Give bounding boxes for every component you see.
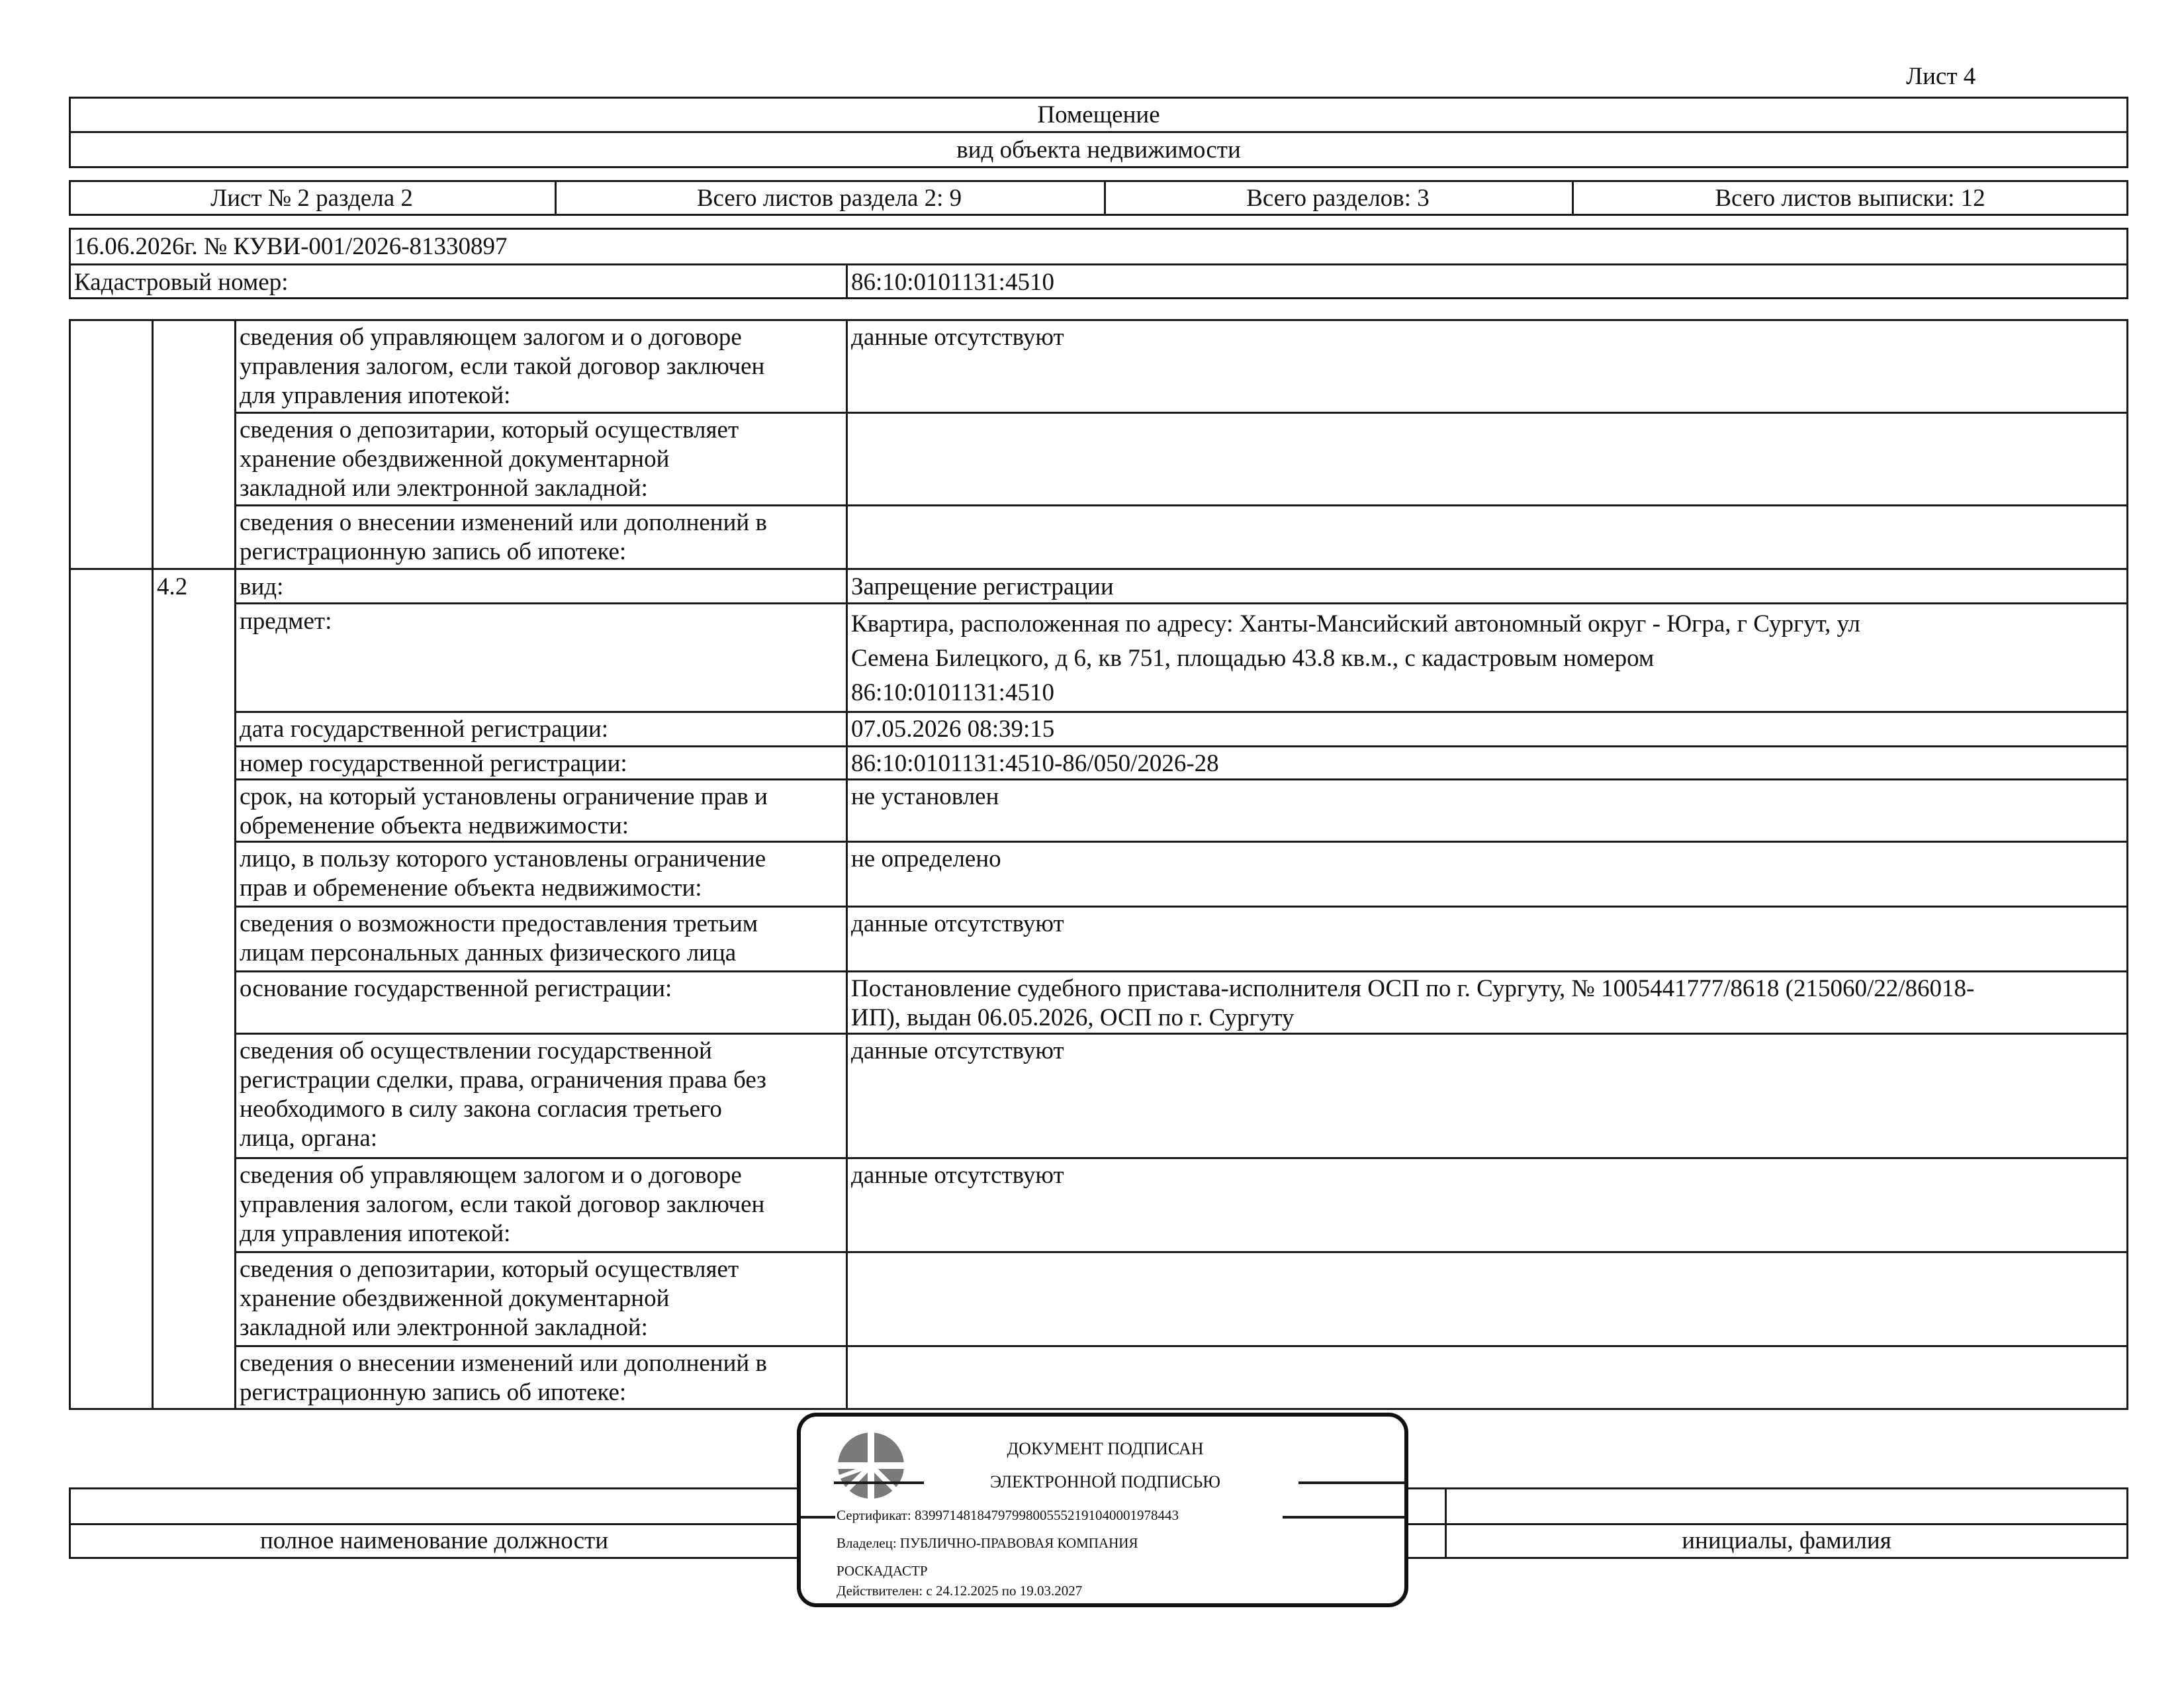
table-row-value: не установлен [851,783,999,810]
divider [69,131,2128,133]
stamp-rule [1283,1516,1406,1519]
stamp-line-electronic: ЭЛЕКТРОННОЙ ПОДПИСЬЮ [990,1472,1220,1491]
row-divider [234,1157,2128,1159]
row-divider [234,1251,2128,1253]
table-row-label: номер государственной регистрации: [240,750,627,777]
table-row-value: не определено [851,845,1001,872]
registration-number: 86:10:0101131:4510-86/050/2026-28 [851,750,1219,777]
cadastral-number: 86:10:0101131:4510 [851,269,1054,296]
sheets-total: Всего листов выписки: 12 [1715,185,1985,212]
table-row-value: данные отсутствуют [851,324,1064,351]
doc-reference: 16.06.2026г. № КУВИ-001/2026-81330897 [74,233,508,260]
divider [846,263,848,299]
table-row-label: сведения о депозитарии, который осуществляет хранение обездвиженной документарной закладной или электронной закладной: [240,1256,739,1341]
row-divider [234,778,2128,780]
rosreestr-logo-icon [835,1430,907,1501]
restriction-type: Запрещение регистрации [851,573,1114,600]
table-row-label: сведения об управляющем залогом и о договоре управления залогом, если такой договор заключен для управления ипотекой: [240,1162,765,1247]
table-bottom-border [69,1408,2128,1410]
stamp-validity: Действителен: с 24.12.2025 по 19.03.2027 [837,1583,1083,1599]
row-divider [234,841,2128,843]
table-row-value: данные отсутствуют [851,1162,1064,1189]
table-row-label: срок, на который установлены ограничение прав и обременение объекта недвижимости: [240,783,768,839]
entry-number: 4.2 [157,573,188,600]
sheet-of-section: Лист № 2 раздела 2 [210,185,413,212]
subject-description: Квартира, расположенная по адресу: Ханты-Мансийский автономный округ - Югра, г Сургут, ул Семена Билецкого, д 6, кв 751, площадью 43.8 кв.м., с кадастровым номером 86:10:0101131:4510 [851,610,1860,706]
position-label: полное наименование должности [259,1527,609,1554]
row-divider [234,1345,2128,1347]
sections-total: Всего разделов: 3 [1246,185,1430,212]
table-right-border [2126,319,2128,1410]
row-divider [234,745,2128,747]
table-row-value: данные отсутствуют [851,1037,1064,1064]
stamp-owner: Владелец: ПУБЛИЧНО-ПРАВОВАЯ КОМПАНИЯ [837,1535,1138,1551]
stamp-owner-org: РОСКАДАСТР [837,1563,928,1579]
row-divider [234,504,2128,506]
value-column-border [846,319,848,1410]
stamp-rule [834,1481,924,1484]
number-column-border [152,319,154,1410]
sheet-number: Лист 4 [1906,63,1976,90]
table-row-label: сведения об управляющем залогом и о договоре управления залогом, если такой договор заключен для управления ипотекой: [240,324,765,409]
entry-divider [69,568,2128,570]
table-row-label: дата государственной регистрации: [240,716,609,743]
row-divider [234,602,2128,604]
row-divider [234,970,2128,972]
sheets-in-section: Всего листов раздела 2: 9 [696,185,962,212]
label-column-border [234,319,236,1410]
divider [69,263,2128,265]
table-row-label: сведения о возможности предоставления третьим лицам персональных данных физического лица [240,910,758,966]
table-row-label: сведения о внесении изменений или дополнений в регистрационную запись об ипотеке: [240,1350,767,1406]
table-top-border [69,319,2128,321]
table-row-label: основание государственной регистрации: [240,975,672,1002]
row-divider [234,1033,2128,1035]
table-row-label: сведения о внесении изменений или дополнений в регистрационную запись об ипотеке: [240,509,767,565]
name-label: инициалы, фамилия [1682,1527,1891,1554]
table-row-label: вид: [240,573,284,600]
row-divider [234,711,2128,713]
row-divider [234,412,2128,414]
object-name: Помещение [1037,101,1160,128]
table-left-border [69,319,71,1410]
table-row-label: лицо, в пользу которого установлены ограничение прав и обременение объекта недвижимости: [240,845,766,902]
cadastral-label: Кадастровый номер: [74,269,289,296]
stamp-rule [1298,1481,1406,1484]
table-row-label: предмет: [240,608,332,635]
stamp-certificate: Сертификат: 83997148184797998005552191040001978443 [837,1507,1179,1523]
table-row-value: данные отсутствуют [851,910,1064,937]
registration-basis: Постановление судебного пристава-исполнителя ОСП по г. Сургуту, № 1005441777/8618 (215060/22/86018- ИП), выдан 06.05.2026, ОСП по г. Сургуту [851,975,1975,1031]
table-row-label: сведения об осуществлении государственной регистрации сделки, права, ограничения права без необходимого в силу закона согласия третьего лица, органа: [240,1037,766,1152]
registration-date: 07.05.2026 08:39:15 [851,716,1055,743]
e-signature-stamp [797,1413,1408,1607]
table-row-label: сведения о депозитарии, который осуществляет хранение обездвиженной документарной закладной или электронной закладной: [240,416,739,502]
row-divider [234,906,2128,908]
stamp-rule [801,1516,835,1519]
object-type-label: вид объекта недвижимости [956,136,1241,164]
stamp-line-signed: ДОКУМЕНТ ПОДПИСАН [1007,1439,1204,1458]
